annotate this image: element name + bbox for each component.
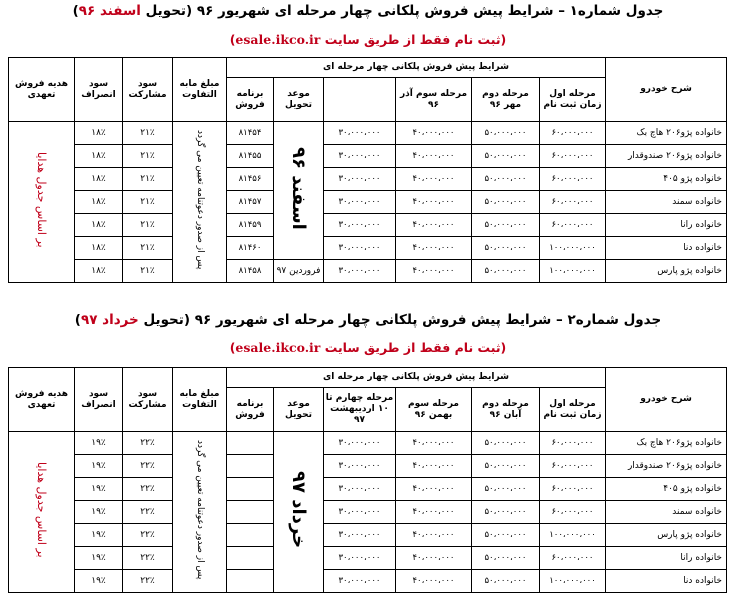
t2-stage2: ۵۰،۰۰۰،۰۰۰ [472,501,540,524]
t1-program: ۸۱۴۵۸ [227,260,274,283]
table1-site-link[interactable]: esale.ikco.ir [235,32,321,47]
t2-stage3: ۴۰،۰۰۰،۰۰۰ [396,524,472,547]
table-row [9,570,727,593]
t2-program [227,524,274,547]
t2-partnership: ۲۲٪ [123,455,173,478]
table2-title-delivery: خرداد ۹۷ [80,312,139,328]
t1-stage2: ۵۰،۰۰۰،۰۰۰ [472,260,540,283]
t2-partnership: ۲۲٪ [123,478,173,501]
t1-program: ۸۱۴۵۵ [227,145,274,168]
t2-stage1: ۶۰،۰۰۰،۰۰۰ [540,432,606,455]
table1-subtitle-text: (ثبت نام فقط از طریق سایت [324,32,507,47]
t2-stage4: ۳۰،۰۰۰،۰۰۰ [324,455,396,478]
table2-title [0,312,736,328]
t2-header-group: شرایط پیش فروش پلکانی چهار مرحله ای [227,368,606,388]
t1-car: خانواده پژو۲۰۶ هاچ بک [606,122,727,145]
t1-stage1: ۶۰،۰۰۰،۰۰۰ [540,191,606,214]
t2-program [227,455,274,478]
t2-partnership: ۲۲٪ [123,570,173,593]
t2-stage3: ۴۰،۰۰۰،۰۰۰ [396,478,472,501]
table2-title-text: جدول شماره۲ – شرایط پیش فروش پلکانی چهار مرحله ای شهریور ۹۶ (تحویل [143,312,662,328]
t2-stage2: ۵۰،۰۰۰،۰۰۰ [472,570,540,593]
t1-stage1: ۶۰،۰۰۰،۰۰۰ [540,122,606,145]
t1-stage3: ۴۰،۰۰۰،۰۰۰ [396,237,472,260]
t2-header-stage1: مرحله اول زمان ثبت نام [540,388,606,432]
t1-stage4: ۳۰،۰۰۰،۰۰۰ [324,214,396,237]
t1-stage3: ۴۰،۰۰۰،۰۰۰ [396,122,472,145]
t2-header-stage2: مرحله دوم آبان ۹۶ [472,388,540,432]
t2-program [227,570,274,593]
t2-header-cancel: سود انصراف [75,368,123,432]
t1-stage2: ۵۰،۰۰۰،۰۰۰ [472,122,540,145]
t2-stage1: ۱۰۰،۰۰۰،۰۰۰ [540,524,606,547]
table1-title-close: ) [72,3,79,19]
t1-header-delivery: موعد تحویل [274,78,324,122]
t2-delivery-cell [274,432,324,593]
t2-header-delivery: موعد تحویل [274,388,324,432]
t2-stage4: ۳۰،۰۰۰،۰۰۰ [324,547,396,570]
t1-stage4: ۳۰،۰۰۰،۰۰۰ [324,260,396,283]
table1-title [0,3,736,19]
t2-header-difference: مبلغ مابه التفاوت [173,368,227,432]
t1-difference-cell [173,122,227,283]
table-row [9,455,727,478]
t2-car: خانواده سمند [606,501,727,524]
t1-car: خانواده دنا [606,237,727,260]
t2-header-stage4: مرحله چهارم تا ۱۰ اردیبهشت ۹۷ [324,388,396,432]
t2-car: خانواده پژو پارس [606,524,727,547]
t1-header-partnership: سود مشارکت [123,58,173,122]
t1-partnership: ۲۱٪ [123,214,173,237]
t2-stage2: ۵۰،۰۰۰،۰۰۰ [472,547,540,570]
t1-partnership: ۲۱٪ [123,191,173,214]
table-row [9,501,727,524]
t1-header-stage4 [324,78,396,122]
table-row [9,260,727,283]
t1-program: ۸۱۴۵۷ [227,191,274,214]
t2-cancel: ۱۹٪ [75,501,123,524]
table2-title-close: ) [74,312,81,328]
t1-car: خانواده سمند [606,191,727,214]
table2-subtitle-text: (ثبت نام فقط از طریق سایت [324,340,507,355]
t1-stage2: ۵۰،۰۰۰،۰۰۰ [472,191,540,214]
t2-header-program: برنامه فروش [227,388,274,432]
t1-stage3: ۴۰،۰۰۰،۰۰۰ [396,260,472,283]
table-row [9,145,727,168]
t1-header-difference: مبلغ مابه التفاوت [173,58,227,122]
t2-delivery-main: خرداد ۹۷ [288,471,309,549]
t1-program: ۸۱۴۵۴ [227,122,274,145]
t1-cancel: ۱۸٪ [75,191,123,214]
t2-cancel: ۱۹٪ [75,478,123,501]
table-row [9,122,727,145]
t1-stage2: ۵۰،۰۰۰،۰۰۰ [472,168,540,191]
t2-stage2: ۵۰،۰۰۰،۰۰۰ [472,524,540,547]
t1-cancel: ۱۸٪ [75,260,123,283]
t1-delivery-last: فروردین ۹۷ [274,260,324,283]
t2-stage3: ۴۰،۰۰۰،۰۰۰ [396,570,472,593]
t1-header-car: شرح خودرو [606,58,727,122]
t1-program: ۸۱۴۶۰ [227,237,274,260]
t2-stage1: ۱۰۰،۰۰۰،۰۰۰ [540,570,606,593]
table-row [9,191,727,214]
t1-cancel: ۱۸٪ [75,214,123,237]
t2-stage4: ۳۰،۰۰۰،۰۰۰ [324,432,396,455]
table2 [8,367,727,593]
t2-car: خانواده پژو ۴۰۵ [606,478,727,501]
t2-header-stage3: مرحله سوم بهمن ۹۶ [396,388,472,432]
table2-site-link[interactable]: esale.ikco.ir [235,340,321,355]
t1-stage3: ۴۰،۰۰۰،۰۰۰ [396,214,472,237]
t1-cancel: ۱۸٪ [75,237,123,260]
table-row [9,214,727,237]
t1-gift-text: بر اساس جدول هدایا [35,152,48,248]
t1-gift-cell [9,122,75,283]
t2-stage2: ۵۰،۰۰۰،۰۰۰ [472,455,540,478]
t2-program [227,501,274,524]
t2-difference-text: پس از صدور دعوتنامه تعیین می گردد [195,440,205,580]
t1-stage1: ۶۰،۰۰۰،۰۰۰ [540,145,606,168]
t1-stage4: ۳۰،۰۰۰،۰۰۰ [324,168,396,191]
t1-partnership: ۲۱٪ [123,237,173,260]
t1-header-program: برنامه فروش [227,78,274,122]
t1-stage3: ۴۰،۰۰۰،۰۰۰ [396,145,472,168]
t2-stage2: ۵۰،۰۰۰،۰۰۰ [472,478,540,501]
table1-title-delivery: اسفند ۹۶ [78,3,141,19]
t1-stage1: ۱۰۰،۰۰۰،۰۰۰ [540,260,606,283]
table1-subtitle [0,32,736,47]
t1-partnership: ۲۱٪ [123,122,173,145]
t1-partnership: ۲۱٪ [123,260,173,283]
t2-car: خانواده پژو۲۰۶ صندوقدار [606,455,727,478]
t2-stage4: ۳۰،۰۰۰،۰۰۰ [324,501,396,524]
table1-title-text: جدول شماره۱ – شرایط پیش فروش پلکانی چهار مرحله ای شهریور ۹۶ (تحویل [145,3,664,19]
t2-program [227,432,274,455]
t1-header-stage2: مرحله دوم مهر ۹۶ [472,78,540,122]
t2-header-gift: هدیه فروش تعهدی [9,368,75,432]
t1-stage1: ۶۰،۰۰۰،۰۰۰ [540,168,606,191]
table2-subtitle-close: ) [229,340,236,355]
t1-stage2: ۵۰،۰۰۰،۰۰۰ [472,237,540,260]
table-row [9,547,727,570]
t2-stage3: ۴۰،۰۰۰،۰۰۰ [396,432,472,455]
t1-program: ۸۱۴۵۶ [227,168,274,191]
t1-stage2: ۵۰،۰۰۰،۰۰۰ [472,145,540,168]
t2-partnership: ۲۲٪ [123,432,173,455]
t1-cancel: ۱۸٪ [75,122,123,145]
t1-stage4: ۳۰،۰۰۰،۰۰۰ [324,191,396,214]
t2-stage1: ۶۰،۰۰۰،۰۰۰ [540,478,606,501]
t2-partnership: ۲۲٪ [123,501,173,524]
t1-stage3: ۴۰،۰۰۰،۰۰۰ [396,168,472,191]
t1-car: خانواده پژو۲۰۶ صندوقدار [606,145,727,168]
t1-stage2: ۵۰،۰۰۰،۰۰۰ [472,214,540,237]
t1-header-stage1: مرحله اول زمان ثبت نام [540,78,606,122]
t1-difference-text: پس از صدور دعوتنامه تعیین می گردد [195,130,205,270]
t2-partnership: ۲۲٪ [123,524,173,547]
t1-header-cancel: سود انصراف [75,58,123,122]
t2-car: خانواده دنا [606,570,727,593]
table-row [9,524,727,547]
t2-cancel: ۱۹٪ [75,547,123,570]
t1-stage4: ۳۰،۰۰۰،۰۰۰ [324,237,396,260]
t2-stage4: ۳۰،۰۰۰،۰۰۰ [324,570,396,593]
t2-difference-cell [173,432,227,593]
t1-car: خانواده پژو ۴۰۵ [606,168,727,191]
t1-delivery-main: اسفند ۹۶ [288,147,309,230]
t2-stage2: ۵۰،۰۰۰،۰۰۰ [472,432,540,455]
table-row [9,432,727,455]
t2-car: خانواده رانا [606,547,727,570]
t1-stage3: ۴۰،۰۰۰،۰۰۰ [396,191,472,214]
t1-cancel: ۱۸٪ [75,145,123,168]
t1-partnership: ۲۱٪ [123,168,173,191]
table1 [8,57,727,283]
t2-cancel: ۱۹٪ [75,432,123,455]
t2-stage3: ۴۰،۰۰۰،۰۰۰ [396,501,472,524]
t1-header-group: شرایط پیش فروش پلکانی چهار مرحله ای [227,58,606,78]
t1-stage4: ۳۰،۰۰۰،۰۰۰ [324,145,396,168]
t1-stage1: ۶۰،۰۰۰،۰۰۰ [540,214,606,237]
t2-stage3: ۴۰،۰۰۰،۰۰۰ [396,455,472,478]
t2-program [227,478,274,501]
t1-cancel: ۱۸٪ [75,168,123,191]
t1-partnership: ۲۱٪ [123,145,173,168]
t2-cancel: ۱۹٪ [75,455,123,478]
t1-stage4: ۳۰،۰۰۰،۰۰۰ [324,122,396,145]
t2-stage1: ۶۰،۰۰۰،۰۰۰ [540,547,606,570]
t2-cancel: ۱۹٪ [75,524,123,547]
t2-partnership: ۲۲٪ [123,547,173,570]
t1-delivery-cell [274,122,324,260]
t2-header-car: شرح خودرو [606,368,727,432]
t2-header-partnership: سود مشارکت [123,368,173,432]
t2-gift-cell [9,432,75,593]
t2-gift-text: بر اساس جدول هدایا [35,462,48,558]
t2-cancel: ۱۹٪ [75,570,123,593]
table1-subtitle-close: ) [229,32,236,47]
table-row [9,478,727,501]
table-row [9,237,727,260]
table-row [9,168,727,191]
t1-header-stage3: مرحله سوم آذر ۹۶ [396,78,472,122]
t2-stage1: ۶۰،۰۰۰،۰۰۰ [540,455,606,478]
table2-subtitle [0,340,736,355]
t1-car: خانواده رانا [606,214,727,237]
t1-car: خانواده پژو پارس [606,260,727,283]
t1-program: ۸۱۴۵۹ [227,214,274,237]
t2-stage1: ۶۰،۰۰۰،۰۰۰ [540,501,606,524]
t2-car: خانواده پژو۲۰۶ هاچ بک [606,432,727,455]
t2-stage3: ۴۰،۰۰۰،۰۰۰ [396,547,472,570]
t2-stage4: ۳۰،۰۰۰،۰۰۰ [324,478,396,501]
t1-header-gift: هدیه فروش تعهدی [9,58,75,122]
t2-stage4: ۳۰،۰۰۰،۰۰۰ [324,524,396,547]
t2-program [227,547,274,570]
t1-stage1: ۱۰۰،۰۰۰،۰۰۰ [540,237,606,260]
